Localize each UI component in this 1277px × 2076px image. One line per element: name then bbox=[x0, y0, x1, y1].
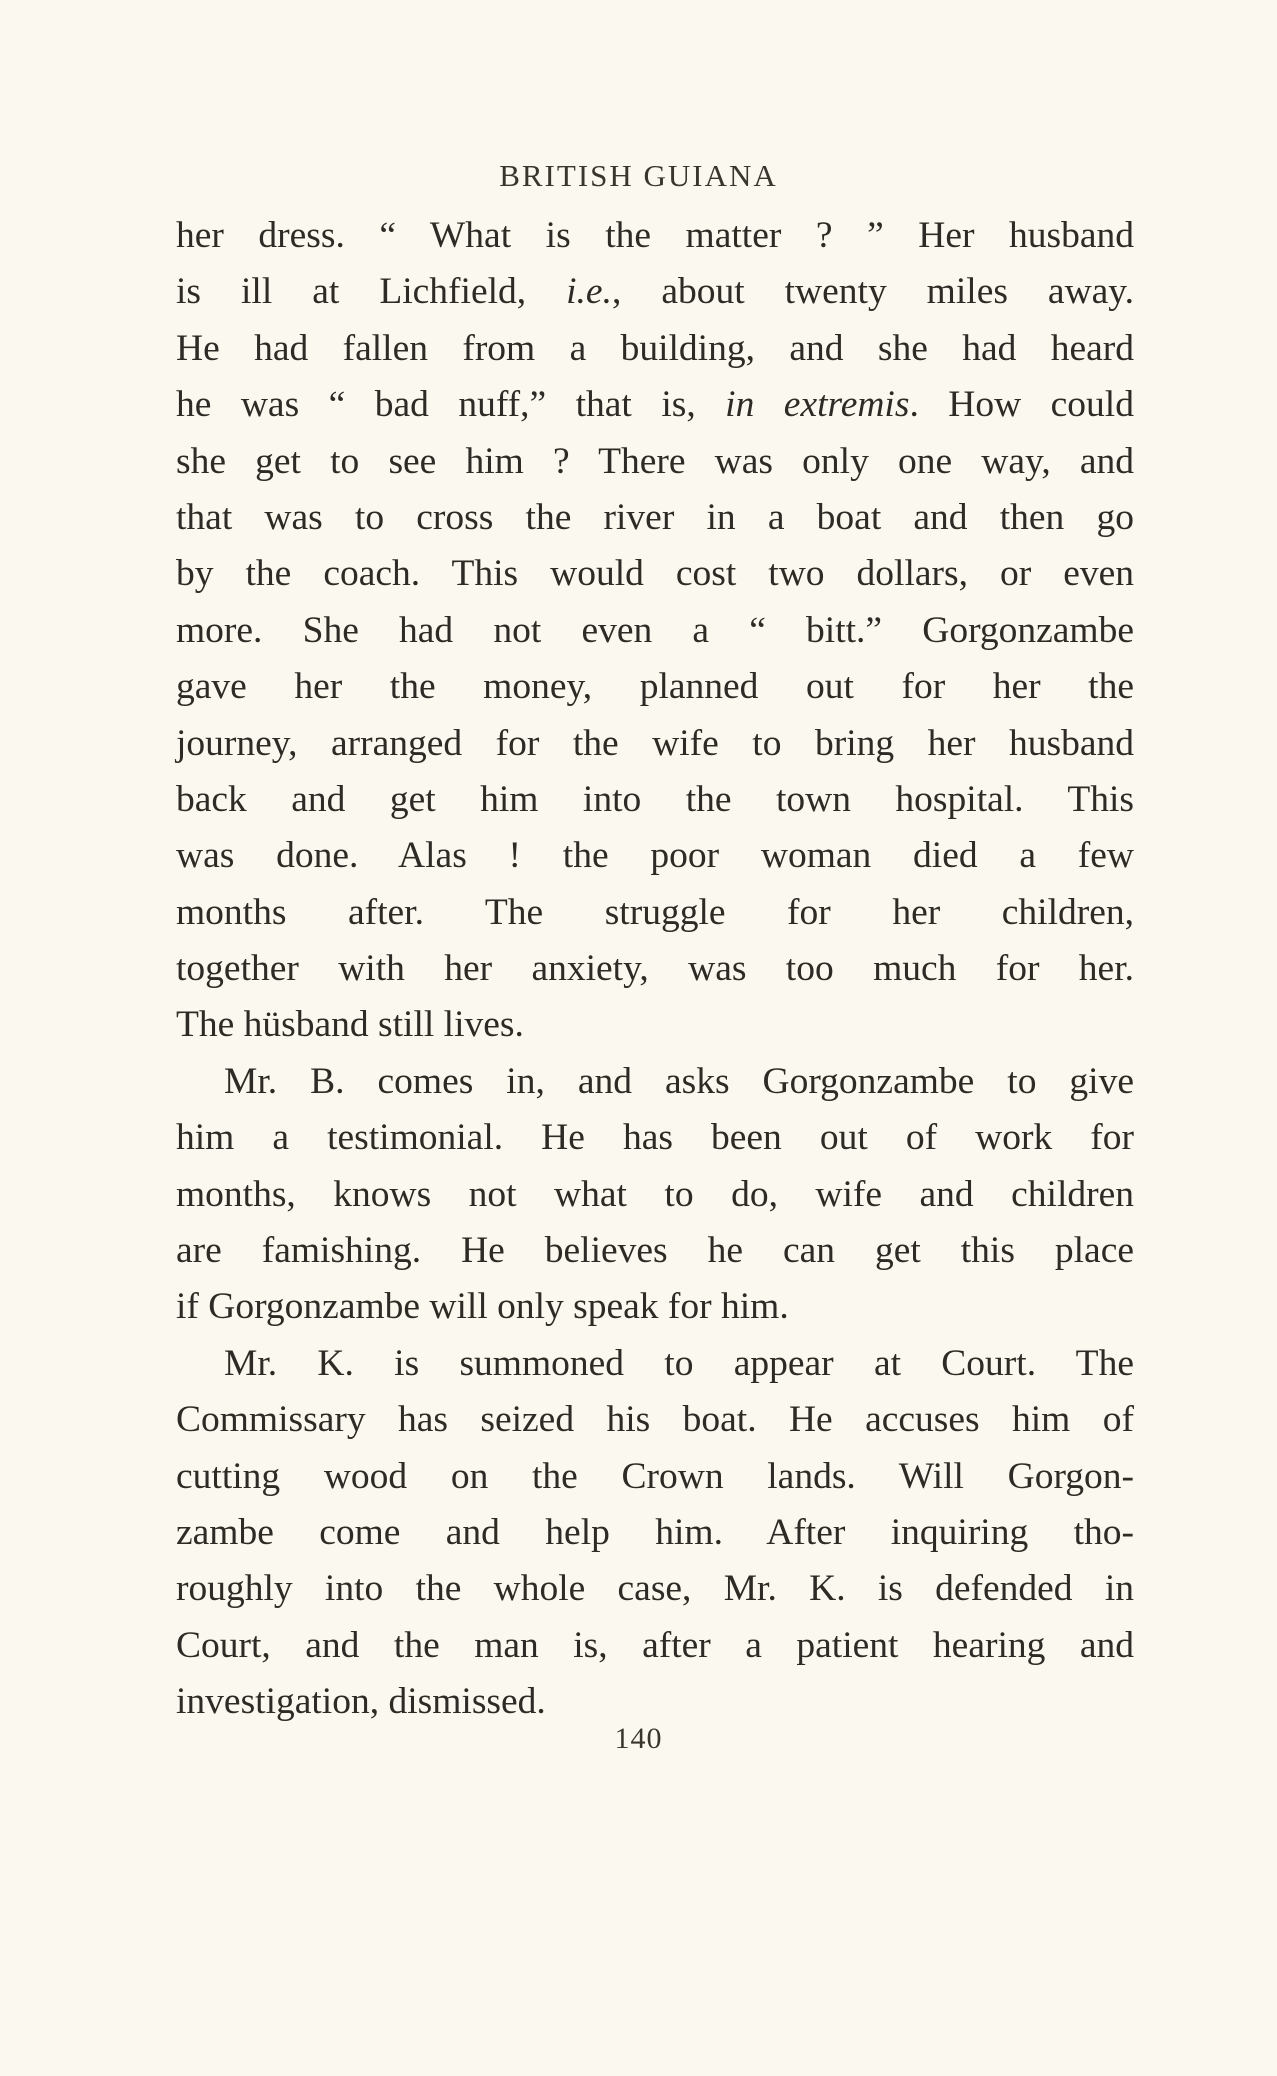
text-line: Commissary has seized his boat. He accuses him of bbox=[176, 1399, 1134, 1441]
text-line: zambe come and help him. After inquiring tho- bbox=[176, 1511, 1134, 1553]
text-line: He had fallen from a building, and she had heard bbox=[176, 327, 1134, 369]
body-text bbox=[176, 208, 1134, 1731]
text-line: Mr. B. comes in, and asks Gorgonzambe to give bbox=[224, 1060, 1134, 1102]
text-line: her dress. “ What is the matter ? ” Her husband bbox=[176, 215, 1134, 256]
text-line: more. She had not even a “ bitt.” Gorgonzambe bbox=[176, 609, 1134, 651]
italic-phrase: in extremis bbox=[725, 384, 910, 426]
text-line: Court, and the man is, after a patient hearing and bbox=[176, 1624, 1134, 1666]
text-line: cutting wood on the Crown lands. Will Gorgon- bbox=[176, 1455, 1134, 1497]
text-line: are famishing. He believes he can get this place bbox=[176, 1230, 1134, 1272]
text-line: months, knows not what to do, wife and children bbox=[176, 1173, 1134, 1215]
italic-phrase: i.e. bbox=[566, 271, 612, 313]
text-line: months after. The struggle for her children, bbox=[176, 891, 1134, 933]
page-number: 140 bbox=[614, 1722, 663, 1755]
text-line: him a testimonial. He has been out of work for bbox=[176, 1117, 1134, 1159]
text-line: if Gorgonzambe will only speak for him. bbox=[176, 1286, 789, 1328]
paragraph-3 bbox=[176, 1336, 1134, 1731]
text-line: was done. Alas ! the poor woman died a few bbox=[176, 835, 1134, 877]
text-line: roughly into the whole case, Mr. K. is defended in bbox=[176, 1568, 1134, 1610]
text-line: gave her the money, planned out for her the bbox=[176, 666, 1134, 708]
paragraph-2 bbox=[176, 1054, 1134, 1336]
text-line: The hüsband still lives. bbox=[176, 1004, 524, 1046]
text-line: investigation, dismissed. bbox=[176, 1681, 546, 1723]
text-line: Mr. K. is summoned to appear at Court. The bbox=[224, 1342, 1134, 1384]
text-line: by the coach. This would cost two dollars, or even bbox=[176, 553, 1134, 595]
text-line: back and get him into the town hospital. This bbox=[176, 778, 1134, 820]
text-line: that was to cross the river in a boat and then go bbox=[176, 496, 1134, 538]
text-line: she get to see him ? There was only one way, and bbox=[176, 440, 1134, 482]
text-line: he was “ bad nuff,” that is, in extremis. How could bbox=[176, 384, 1134, 426]
running-head: BRITISH GUIANA bbox=[499, 158, 778, 193]
text-line: journey, arranged for the wife to bring her husband bbox=[176, 722, 1134, 764]
text-line: together with her anxiety, was too much for her. bbox=[176, 948, 1134, 990]
text-line: is ill at Lichfield, i.e., about twenty miles away. bbox=[176, 271, 1134, 313]
paragraph-1 bbox=[176, 208, 1134, 1054]
